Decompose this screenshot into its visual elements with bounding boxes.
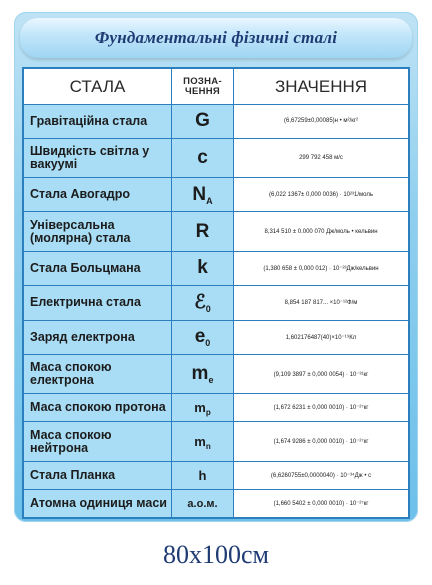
constant-value: 8,854 187 817... ×10⁻¹²Ф/м	[234, 285, 409, 320]
poster-size: 80х100см	[163, 540, 269, 569]
constant-value: (6,6260755±0,0000040) · 10⁻³⁴Дж • с	[234, 462, 409, 490]
constant-symbol: ℰ$_0$	[172, 285, 234, 320]
constant-name: Маса спокою електрона	[24, 354, 172, 394]
constant-name: Стала Авогадро	[24, 178, 172, 212]
table-row	[24, 321, 409, 355]
col-header-symbol: ПОЗНА- ЧЕННЯ	[172, 69, 234, 105]
constant-symbol: $N_A$	[172, 178, 234, 212]
constant-name: Універсальна (молярна) стала	[24, 212, 172, 252]
table-row	[24, 489, 409, 517]
constant-symbol: k	[172, 251, 234, 285]
constant-symbol: c	[172, 138, 234, 178]
table-row	[24, 105, 409, 139]
table-row	[24, 354, 409, 394]
col-header-value: ЗНАЧЕННЯ	[234, 69, 409, 105]
table-row	[24, 462, 409, 490]
table-row	[24, 212, 409, 252]
table-row	[24, 394, 409, 422]
constant-value: 8,314 510 ± 0.000 070 Дж/моль • кельвин	[234, 212, 409, 252]
table-row	[24, 422, 409, 462]
constant-value: (6,67259±0,00085)н • м²/кг²	[234, 105, 409, 139]
constant-name: Маса спокою нейтрона	[24, 422, 172, 462]
constant-name: Електрична стала	[24, 285, 172, 320]
table-row	[24, 251, 409, 285]
constant-value: (6,022 1367± 0,000 0036) · 10²³1/моль	[234, 178, 409, 212]
constant-symbol: h	[172, 462, 234, 490]
constant-value: (1,672 6231 ± 0,000 0010) · 10⁻²⁷кг	[234, 394, 409, 422]
table-row	[24, 178, 409, 212]
title-banner	[20, 18, 412, 58]
constant-name: Маса спокою протона	[24, 394, 172, 422]
constant-name: Атомна одиниця маси	[24, 489, 172, 517]
constant-symbol: mn	[172, 422, 234, 462]
constant-name: Гравітаційна стала	[24, 105, 172, 139]
constant-symbol: G	[172, 105, 234, 139]
constant-name: Швидкість світла у вакуумі	[24, 138, 172, 178]
constant-symbol: R	[172, 212, 234, 252]
constant-name: Заряд електрона	[24, 321, 172, 355]
constant-value: (1,660 5402 ± 0,000 0010) · 10⁻²⁷кг	[234, 489, 409, 517]
constant-value: 1,602176487(40)×10⁻¹⁹Кл	[234, 321, 409, 355]
col-header-name: СТАЛА	[24, 69, 172, 105]
constant-value: (1,674 9286 ± 0,000 0010) · 10⁻²⁷кг	[234, 422, 409, 462]
constant-value: 299 792 458 м/с	[234, 138, 409, 178]
constants-table	[22, 67, 410, 519]
constant-name: Стала Планка	[24, 462, 172, 490]
constant-symbol: $m_e$	[172, 354, 234, 394]
table-row	[24, 285, 409, 320]
constant-symbol: mp	[172, 394, 234, 422]
constant-name: Стала Больцмана	[24, 251, 172, 285]
constant-symbol: а.о.м.	[172, 489, 234, 517]
poster-title: Фундаментальні фізичні сталі	[94, 28, 338, 47]
constant-value: (1,380 658 ± 0,000 012) · 10⁻²³Дж/кельвин	[234, 251, 409, 285]
table-row	[24, 138, 409, 178]
constant-value: (9,109 3897 ± 0,000 0054) · 10⁻³¹кг	[234, 354, 409, 394]
constant-symbol: $e_0$	[172, 321, 234, 355]
